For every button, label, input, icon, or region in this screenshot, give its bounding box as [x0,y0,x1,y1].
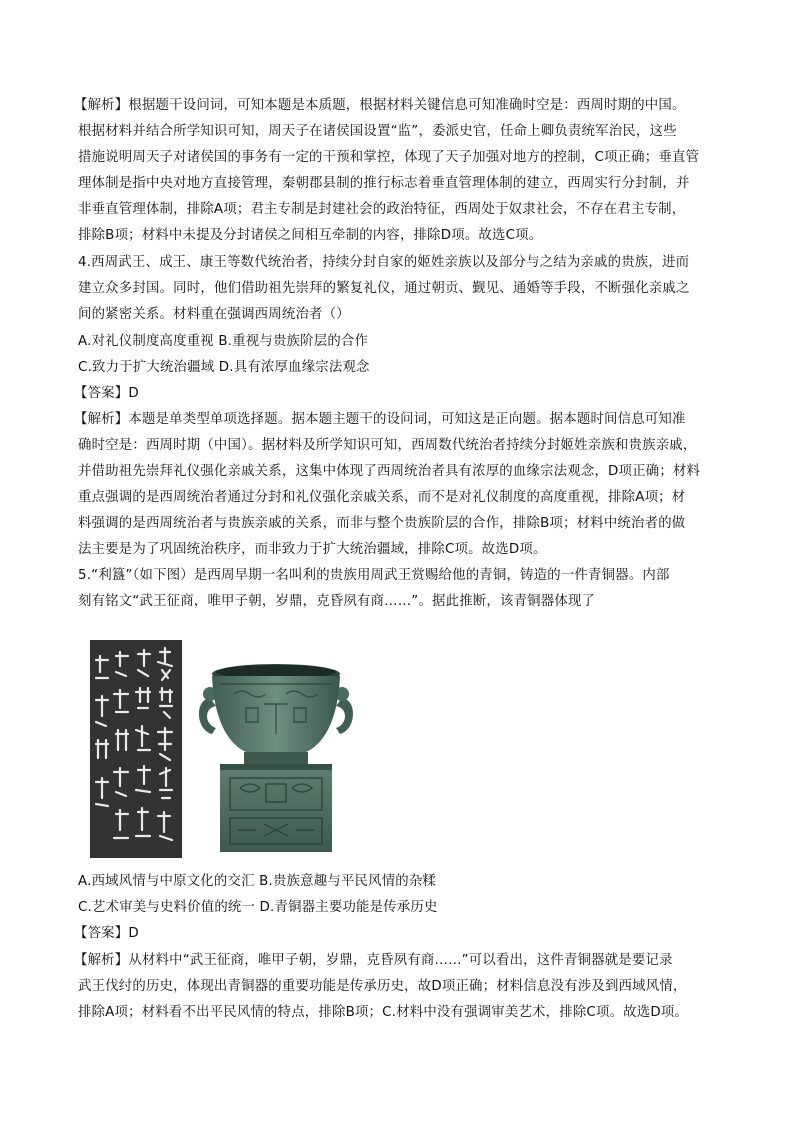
text-line: 并借助祖先崇拜礼仪强化亲戚关系，这集中体现了西周统治者具有浓厚的血缘宗法观念，D项正确；材料 [78,464,701,479]
text-line: 建立众多封国。同时，他们借助祖先崇拜的繁复礼仪，通过朝贡、觐见、通婚等手段，不断强化亲戚之 [78,281,690,296]
text-line: 重点强调的是西周统治者通过分封和礼仪强化亲戚关系，而不是对礼仪制度的高度重视，排除A项；材 [78,490,686,505]
question-4-options-cd: C.致力于扩大统治疆域 D.具有浓厚血缘宗法观念 [78,360,370,375]
text-line: 非垂直管理体制，排除A项；君主专制是封建社会的政治特征，西周处于奴隶社会，不存在君主专制， [78,202,686,217]
text-line: 排除B项；材料中未提及分封诸侯之间相互牵制的内容，排除D项。故选C项。 [78,228,543,243]
text-line: 料强调的是西周统治者与贵族亲戚的关系，而非与整个贵族阶层的合作，排除B项；材料中统治者的做 [78,516,686,531]
question-5-stem: 5.“利簋”（如下图）是西周早期一名叫利的贵族用周武王赏赐给他的青铜，铸造的一件青铜器。内部 [78,568,670,583]
question-4-stem: 4.西周武王、成王、康王等数代统治者，持续分封自家的姬姓亲族以及部分与之结为亲戚的贵族，进而 [78,255,690,270]
text-line: 法主要是为了巩固统治秩序，而非致力于扩大统治疆域，排除C项。故选D项。 [78,542,547,557]
text-line: 刻有铭文“武王征商，唯甲子朝，岁鼎，克昏夙有商……”。据此推断，该青铜器体现了 [78,594,596,609]
question-5-options-cd: C.艺术审美与史料价值的统一 D.青铜器主要功能是传承历史 [78,900,438,915]
text-line: 排除A项；材料看不出平民风情的特点，排除B项；C.材料中没有强调审美艺术，排除C项。故选D项。 [78,1005,689,1020]
question-5-analysis: 【解析】从材料中“武王征商，唯甲子朝，岁鼎，克昏夙有商……”可以看出，这件青铜器就是要记录 [74,953,673,968]
question-4-analysis: 【解析】本题是单类型单项选择题。据本题主题干的设问词，可知这是正向题。据本题时间信息可知准 [74,412,686,427]
question-5-options-ab: A.西域风情与中原文化的交汇 B.贵族意趣与平民风情的杂糅 [78,874,437,889]
text-line: 理体制是指中央对地方直接管理，秦朝郡县制的推行标志着垂直管理体制的建立，西周实行分封制，并 [78,176,690,191]
bronze-gui-vessel-image [194,660,358,856]
text-line: 确时空是：西周时期（中国）。据材料及所学知识可知，西周数代统治者持续分封姬姓亲族和贵族亲戚， [78,438,697,453]
text-line: 武王伐纣的历史，体现出青铜器的重要功能是传承历史，故D项正确；材料信息没有涉及到西域风情， [78,979,687,994]
question-4-options-ab: A.对礼仪制度高度重视 B.重视与贵族阶层的合作 [78,334,369,349]
question-4-answer: 【答案】D [74,386,139,401]
inscription-rubbing-image [90,640,182,858]
text-line: 间的紧密关系。材料重在强调西周统治者（） [78,307,350,322]
text-line: 措施说明周天子对诸侯国的事务有一定的干预和掌控，体现了天子加强对地方的控制，C项正确；垂直管 [78,150,700,165]
text-line: 根据材料并结合所学知识可知，周天子在诸侯国设置“监”，委派史官，任命上卿负责统军治民，这些 [78,124,677,139]
text-line: 【解析】根据题干设问词，可知本题是本质题，根据材料关键信息可知准确时空是：西周时期的中国。 [74,98,686,113]
question-5-answer: 【答案】D [74,926,139,941]
li-gui-figure [90,640,360,858]
